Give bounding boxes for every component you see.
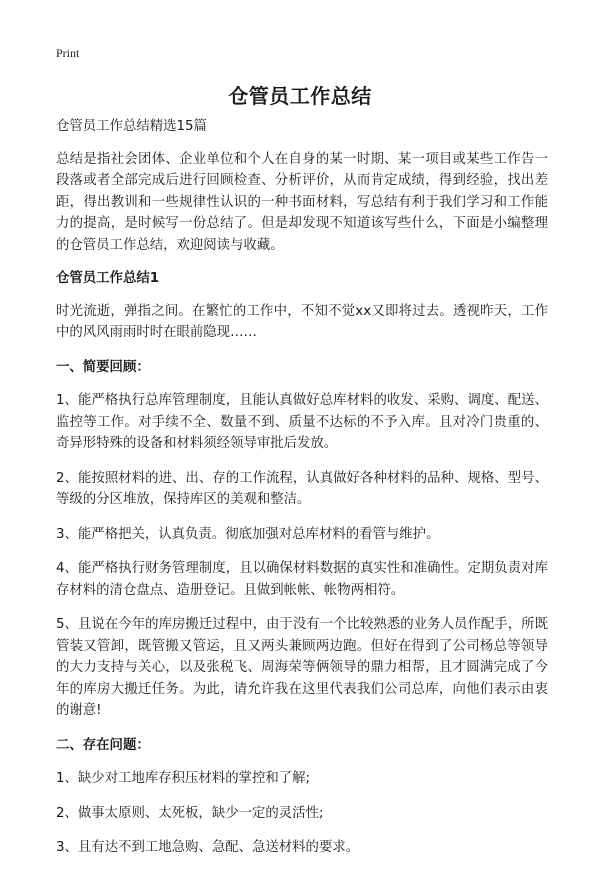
section-heading-problems: 二、存在问题： (56, 737, 150, 753)
list-item: 1、缺少对工地库存积压材料的掌控和了解; (56, 771, 311, 786)
page-title: 仓管员工作总结 (228, 84, 372, 108)
list-item: 2、能按照材料的进、出、存的工作流程，认真做好各种材料的品种、规格、型号、等级的分区堆放，保持库区的美观和整洁。 (56, 470, 548, 507)
intro-paragraph: 总结是指社会团体、企业单位和个人在自身的某一时期、某一项目或某些工作告一段落或者全部完成后进行回顾检查、分析评价，从而肯定成绩，得到经验，找出差距，得出教训和一些规律性认识的一种书面材料，写总结有利于我们学习和工作能力的提高，是时候写一份总结了。但是却发现不知道该写些什么，下面是小编整理的仓管员工作总结，欢迎阅读与收藏。 (56, 151, 548, 253)
section-heading-review: 一、简要回顾： (56, 359, 150, 375)
article-subtitle: 仓管员工作总结精选15篇 (56, 119, 207, 134)
list-item: 5、且说在今年的库房搬迁过程中，由于没有一个比较熟悉的业务人员作配手，所既管装又管卸，既管搬又管运，且又两头兼顾两边跑。但好在得到了公司杨总等领导的大力支持与关心，以及张税飞、周海荣等俩领导的鼎力相帮，且才圆满完成了今年的库房大搬迁任务。为此，请允许我在这里代表我们公司总库，向他们表示由衷的谢意! (56, 617, 548, 718)
article-body (56, 116, 548, 872)
list-item: 1、能严格执行总库管理制度，且能认真做好总库材料的收发、采购、调度、配送、监控等工作。对手续不全、数量不到、质量不达标的不予入库。且对冷门贵重的、奇异形特殊的设备和材料须经领导审批后发放。 (56, 393, 548, 451)
list-item: 3、且有达不到工地急购、急配、急送材料的要求。 (56, 840, 360, 855)
list-item: 2、做事太原则、太死板，缺少一定的灵活性; (56, 805, 324, 821)
print-link[interactable]: Print (56, 46, 80, 60)
item-heading: 仓管员工作总结1 (56, 271, 160, 286)
list-item: 4、能严格执行财务管理制度，且以确保材料数据的真实性和准确性。定期负责对库存材料的清仓盘点、造册登记。且做到帐帐、帐物两相符。 (56, 561, 548, 598)
item-paragraph: 时光流逝，弹指之间。在繁忙的工作中，不知不觉xx又即将过去。透视昨天，工作中的风风雨雨时时在眼前隐现…… (56, 303, 548, 340)
list-item: 3、能严格把关，认真负责。彻底加强对总库材料的看管与维护。 (56, 526, 440, 542)
